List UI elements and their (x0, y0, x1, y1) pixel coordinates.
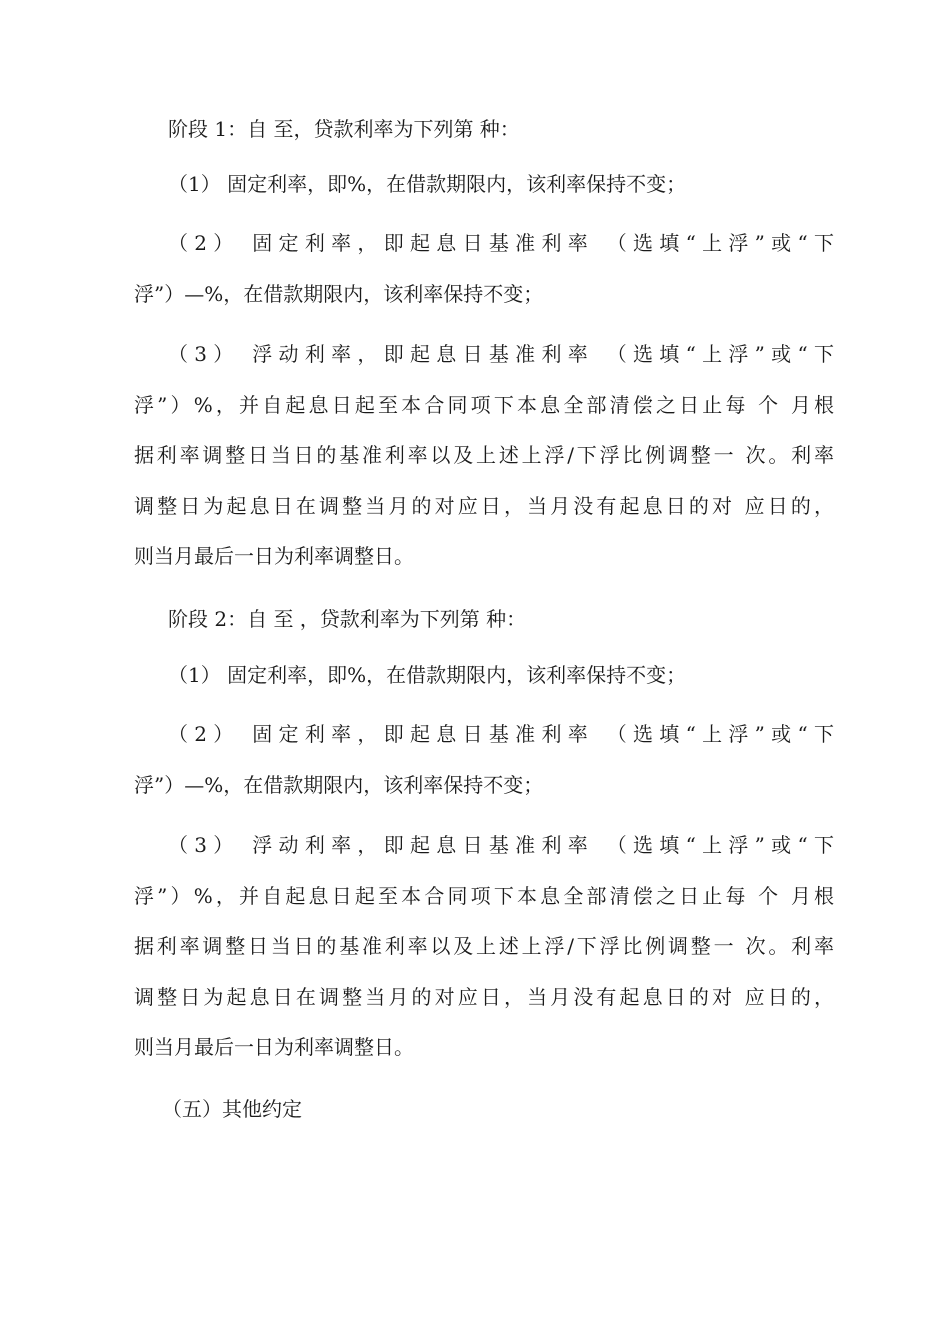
stage1-option3 (134, 329, 834, 582)
text-line: 浮”）%，并自起息日起至本合同项下本息全部清偿之日止每 个 月根 (134, 883, 834, 908)
stage2-option2 (134, 709, 834, 810)
text-line: 调整日为起息日在调整当月的对应日，当月没有起息日的对 应日的， (134, 493, 834, 518)
text-line: （3） 浮动利率，即起息日基准利率 （选填“上浮”或“下 (168, 833, 834, 857)
text-line: （2） 固定利率，即起息日基准利率 （选填“上浮”或“下 (168, 231, 834, 255)
text-line: （3） 浮动利率，即起息日基准利率 （选填“上浮”或“下 (168, 342, 834, 366)
text-line: 据利率调整日当日的基准利率以及上述上浮/下浮比例调整一 次。利率 (134, 934, 834, 958)
text-line: （2） 固定利率，即起息日基准利率 （选填“上浮”或“下 (168, 722, 834, 746)
text-line: 浮”）%，并自起息日起至本合同项下本息全部清偿之日止每 个 月根 (134, 392, 834, 417)
text-line: 调整日为起息日在调整当月的对应日，当月没有起息日的对 应日的， (134, 984, 834, 1009)
stage2-option3 (134, 820, 834, 1073)
section-5-heading (134, 1084, 834, 1135)
stage2-option1 (134, 650, 834, 701)
text-line: （1） 固定利率，即%，在借款期限内，该利率保持不变； (168, 172, 687, 196)
text-line: 浮”）—%，在借款期限内，该利率保持不变； (134, 281, 544, 306)
text-line: 浮”）—%，在借款期限内，该利率保持不变； (134, 772, 544, 797)
text-line: 则当月最后一日为利率调整日。 (134, 544, 414, 568)
stage1-option1 (134, 159, 834, 210)
text-line: 阶段 1：自 至，贷款利率为下列第 种： (168, 117, 520, 141)
text-line: （五）其他约定 (162, 1097, 302, 1121)
text-line: 据利率调整日当日的基准利率以及上述上浮/下浮比例调整一 次。利率 (134, 443, 834, 467)
text-line: 阶段 2：自 至 ，贷款利率为下列第 种： (168, 607, 527, 631)
text-line: （1） 固定利率，即%，在借款期限内，该利率保持不变； (168, 663, 687, 687)
stage1-heading (134, 104, 834, 155)
text-line: 则当月最后一日为利率调整日。 (134, 1035, 414, 1059)
stage1-option2 (134, 218, 834, 319)
stage2-heading (134, 594, 834, 645)
